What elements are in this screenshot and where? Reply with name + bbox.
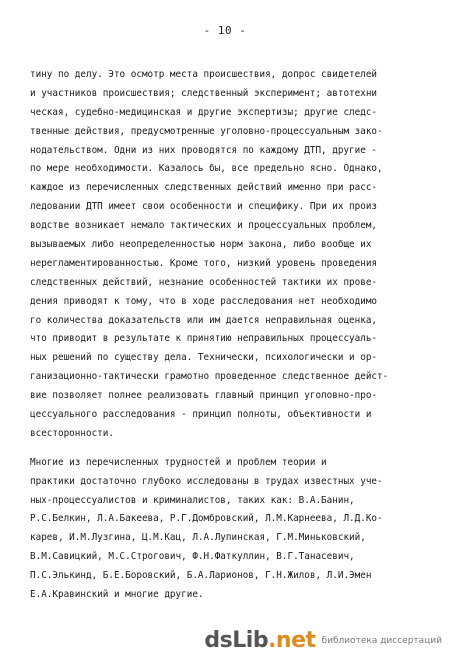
text-line: Р.С.Белкин, Л.А.Бакеева, Р.Г.Домбровский, Л.М.Карнеева, Л.Д.Ко- bbox=[30, 513, 383, 525]
text-line: цессуального расследования - принцип полноты, объективности и bbox=[30, 409, 372, 421]
text-line: следственных действий, незнание особенностей тактики их прове- bbox=[30, 276, 378, 288]
text-line: ных-процессуалистов и криминалистов, таких как: В.А.Банин, bbox=[30, 494, 355, 506]
text-line: П.С.Элькинд, Б.Е.Боровский, Б.А.Ларионов, Г.Н.Жилов, Л.И.Эмен bbox=[30, 570, 372, 582]
text-line: дения приводят к тому, что в ходе расследования нет необходимо bbox=[30, 295, 378, 307]
page-number: - 10 - bbox=[203, 24, 247, 37]
text-line: ганизационно-тактически грамотно проведенное следственное дейст- bbox=[30, 371, 389, 383]
watermark-logo-main: dsLib bbox=[204, 628, 269, 653]
watermark bbox=[204, 628, 442, 653]
text-line: го количества доказательств или им дается неправильная оценка, bbox=[30, 314, 378, 326]
watermark-logo-tld: .net bbox=[268, 628, 316, 653]
text-line: что приводит в результате к принятию неправильных процессуаль- bbox=[30, 333, 378, 345]
text-line: нерегламентированностью. Кроме того, низкий уровень проведения bbox=[30, 257, 378, 269]
paragraph-1 bbox=[30, 66, 430, 444]
document-body bbox=[30, 66, 430, 605]
text-line: В.М.Савицкий, М.С.Строгович, Ф.Н.Фаткуллин, В.Г.Танасевич, bbox=[30, 551, 355, 563]
watermark-caption: библиотека диссертаций bbox=[321, 635, 442, 646]
text-line: карев, И.М.Лузгина, Ц.М.Кац, Л.А.Лупинская, Г.М.Миньковский, bbox=[30, 532, 366, 544]
text-line: каждое из перечисленных следственных действий именно при расс- bbox=[30, 182, 378, 194]
text-line: Многие из перечисленных трудностей и проблем теории и bbox=[30, 456, 327, 468]
text-line: ческая, судебно-медицинская и другие экспертизы; другие следс- bbox=[30, 106, 378, 118]
text-line: Е.А.Кравинский и многие другие. bbox=[30, 589, 204, 601]
text-line: водстве возникает немало тактических и процессуальных проблем, bbox=[30, 220, 378, 232]
text-line: нодательством. Одни из них проводятся по каждому ДТП, другие - bbox=[30, 144, 378, 156]
text-line: тину по делу. Это осмотр места происшествия, допрос свидетелей bbox=[30, 69, 378, 80]
text-line: и участников происшествия; следственный эксперимент; автотехни bbox=[30, 87, 378, 99]
watermark-logo bbox=[204, 628, 315, 653]
paragraph-spacer bbox=[30, 444, 430, 454]
text-line: вызываемых либо неопределенностью норм закона, либо вообще их bbox=[30, 239, 372, 251]
paragraph-2 bbox=[30, 454, 430, 605]
text-line: ных решений по существу дела. Технически, психологически и ор- bbox=[30, 352, 378, 364]
text-line: по мере необходимости. Казалось бы, все предельно ясно. Однако, bbox=[30, 163, 383, 175]
text-line: твенные действия, предусмотренные уголовно-процессуальным зако- bbox=[30, 125, 383, 137]
text-line: вие позволяет полнее реализовать главный принцип уголовно-про- bbox=[30, 390, 378, 402]
text-line: ледовании ДТП имеет свои особенности и специфику. При их произ bbox=[30, 201, 378, 213]
text-line: практики достаточно глубоко исследованы в трудах известных уче- bbox=[30, 475, 383, 487]
text-line: всесторонности. bbox=[30, 427, 114, 439]
